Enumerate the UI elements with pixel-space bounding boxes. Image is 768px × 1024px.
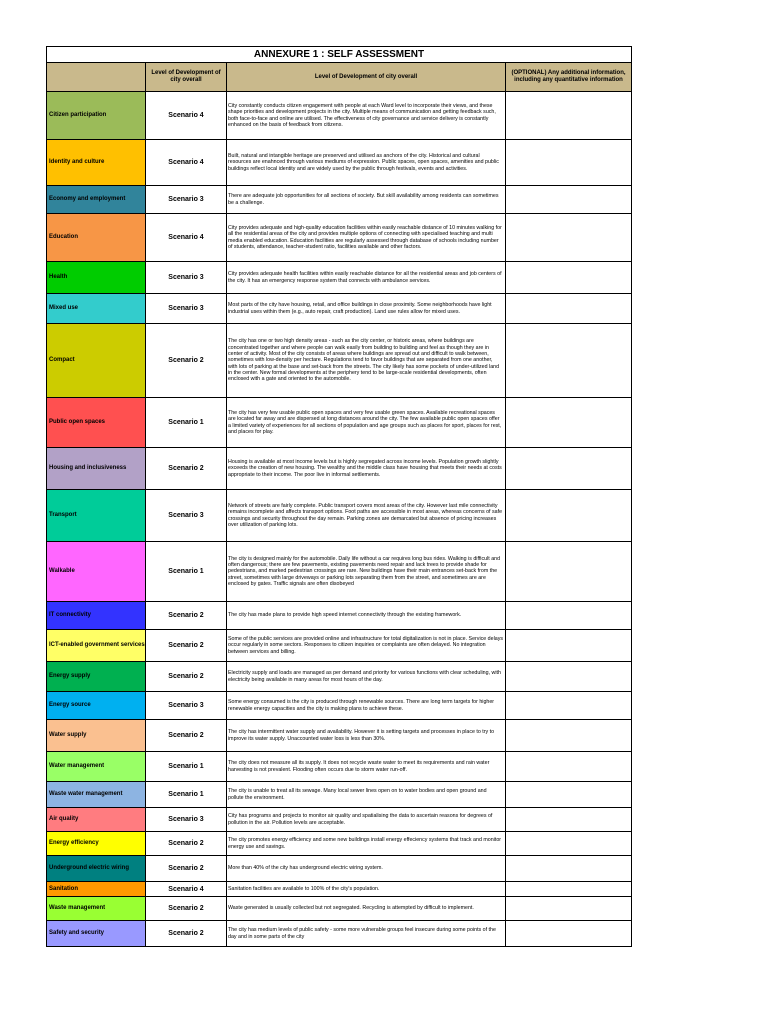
row-scenario-level: Scenario 2 (146, 832, 227, 856)
row-scenario-level: Scenario 3 (146, 294, 227, 324)
table-row (47, 262, 632, 294)
row-optional-info[interactable] (506, 140, 632, 186)
row-description: The city has one or two high density areas - such as the city center, or historic areas, where buildings are concentrated together and where people can walk easily from building to building and feel as though they are in center of activity. Most of the city consists of areas where buildings are spread out and difficult to walk between, sometimes with low-density per hectare. Regulations tend to favor buildings that are separated from one another, with lots of parking at the base and set-back from the streets. The city likely has some pockets of under-utilized land in the center. New formal developments at the periphery tend to be large-scale residential developments, often enclosed with a gate and oriented to the automobile. (227, 324, 506, 398)
row-description: City provides adequate health facilities within easily reachable distance for all the residential areas and job centers of the city. It has an emergency response system that connects with ambulance services. (227, 262, 506, 294)
row-scenario-level: Scenario 3 (146, 490, 227, 542)
table-row (47, 490, 632, 542)
row-scenario-level: Scenario 4 (146, 882, 227, 897)
row-optional-info[interactable] (506, 448, 632, 490)
row-topic: Underground electric wiring (47, 856, 146, 882)
table-row (47, 662, 632, 692)
row-topic: Energy source (47, 692, 146, 720)
row-scenario-level: Scenario 2 (146, 897, 227, 921)
row-scenario-level: Scenario 1 (146, 752, 227, 782)
row-topic: ICT-enabled government services (47, 630, 146, 662)
row-topic: Walkable (47, 542, 146, 602)
row-optional-info[interactable] (506, 262, 632, 294)
row-topic: Sanitation (47, 882, 146, 897)
row-optional-info[interactable] (506, 490, 632, 542)
table-row (47, 692, 632, 720)
row-optional-info[interactable] (506, 92, 632, 140)
row-description: The city has made plans to provide high speed internet connectivity through the existing framework. (227, 602, 506, 630)
row-scenario-level: Scenario 3 (146, 186, 227, 214)
row-scenario-level: Scenario 2 (146, 662, 227, 692)
row-optional-info[interactable] (506, 602, 632, 630)
row-optional-info[interactable] (506, 808, 632, 832)
row-scenario-level: Scenario 4 (146, 140, 227, 186)
row-description: There are adequate job opportunities for all sections of society. But skill availability among residents can sometimes be a challenge. (227, 186, 506, 214)
row-topic: Health (47, 262, 146, 294)
row-topic: Education (47, 214, 146, 262)
table-row (47, 720, 632, 752)
row-description: City has programs and projects to monitor air quality and spatialising the data to ascertain reasons for degrees of pollution in the air. Pollution levels are acceptable. (227, 808, 506, 832)
row-scenario-level: Scenario 1 (146, 398, 227, 448)
row-optional-info[interactable] (506, 186, 632, 214)
table-row (47, 186, 632, 214)
row-description: The city has medium levels of public safety - some more vulnerable groups feel insecure during some points of the day and in some parts of the city (227, 921, 506, 947)
header-level: Level of Development of city overall (146, 63, 227, 92)
row-scenario-level: Scenario 4 (146, 92, 227, 140)
table-row (47, 602, 632, 630)
table-row (47, 92, 632, 140)
header-description: Level of Development of city overall (227, 63, 506, 92)
row-optional-info[interactable] (506, 542, 632, 602)
table-row (47, 324, 632, 398)
header-optional-info: (OPTIONAL) Any additional information, including any quantitative information (506, 63, 632, 92)
table-row (47, 856, 632, 882)
header-topic (47, 63, 146, 92)
row-topic: Waste management (47, 897, 146, 921)
sheet-title: ANNEXURE 1 : SELF ASSESSMENT (47, 47, 632, 63)
row-optional-info[interactable] (506, 752, 632, 782)
row-scenario-level: Scenario 2 (146, 630, 227, 662)
table-row (47, 921, 632, 947)
row-topic: Mixed use (47, 294, 146, 324)
row-scenario-level: Scenario 3 (146, 808, 227, 832)
row-optional-info[interactable] (506, 720, 632, 752)
row-optional-info[interactable] (506, 324, 632, 398)
row-description: Most parts of the city have housing, retail, and office buildings in close proximity. Some neighborhoods have light industrial uses within them (e.g., auto repair, craft production). Land use rules allow for mixed uses. (227, 294, 506, 324)
row-topic: Housing and inclusiveness (47, 448, 146, 490)
row-scenario-level: Scenario 2 (146, 720, 227, 752)
table-row (47, 140, 632, 186)
row-topic: Public open spaces (47, 398, 146, 448)
row-optional-info[interactable] (506, 782, 632, 808)
row-description: The city has very few usable public open spaces and very few usable green spaces. Available recreational spaces are located far away and are dispersed at long distances around the city. The few available public open spaces offer a limited variety of experiences for all sections of population and age groups such as places for sport, places for rest, and places for play. (227, 398, 506, 448)
table-row (47, 294, 632, 324)
row-optional-info[interactable] (506, 630, 632, 662)
header-row (47, 63, 632, 92)
row-description: Built, natural and intangible heritage are preserved and utilised as anchors of the city. Historical and cultural resources are enahnced through various mediums of expression. Public spaces, open spaces, amenities and public buildings reflect local identity and are widely used by the public through festivals, events and activities. (227, 140, 506, 186)
row-description: Some energy consumed is the city is produced through renewable sources. There are long term targets for higher renewable energy capacities and the city is making plans to achieve these. (227, 692, 506, 720)
table-row (47, 897, 632, 921)
row-description: City provides adequate and high-quality education facilities within easily reachable distance of 10 minutes walking for all the residential areas of the city and provides multiple options of connecting with specialised teaching and multi media enabled education. Education facilities are regularly assessed through database of schools including number of students, attendance, teacher-student ratio, facilities available and other factors. (227, 214, 506, 262)
row-topic: IT connectivity (47, 602, 146, 630)
row-scenario-level: Scenario 2 (146, 856, 227, 882)
row-topic: Energy efficiency (47, 832, 146, 856)
row-topic: Citizen participation (47, 92, 146, 140)
row-topic: Waste water management (47, 782, 146, 808)
title-row (47, 47, 632, 63)
row-topic: Transport (47, 490, 146, 542)
row-optional-info[interactable] (506, 921, 632, 947)
row-optional-info[interactable] (506, 832, 632, 856)
row-description: The city is designed mainly for the automobile. Daily life without a car requires long bus rides. Walking is difficult and often dangerous; there are few pavements, existing pavements need repair and lack trees to provide shade for pedestrians, and marked pedestrian crossings are rare. New buildings have their main entrances set-back from the street, sometimes with large driveways or parking lots separating them from the street, and sometimes are are enclosed by gates. Traffic signals are often disobeyed (227, 542, 506, 602)
table-row (47, 882, 632, 897)
row-description: City constantly conducts citizen engagement with people at each Ward level to incorporate their views, and these shape priorities and development projects in the city. Multiple means of communication and getting feedback such, both face-to-face and online are utilised. The effectiveness of city governance and service delivery is constantly enhanced on the basis of feedback from citizens. (227, 92, 506, 140)
row-optional-info[interactable] (506, 214, 632, 262)
row-topic: Safety and security (47, 921, 146, 947)
row-optional-info[interactable] (506, 662, 632, 692)
row-scenario-level: Scenario 3 (146, 692, 227, 720)
row-description: Housing is available at most income levels but is highly segregated across income levels. Population growth slightly exceeds the creation of new housing. The wealthy and the middle class have housing that meets their needs at costs appropriate to their income. The poor live in informal settlements. (227, 448, 506, 490)
table-row (47, 398, 632, 448)
table-row (47, 782, 632, 808)
row-topic: Identity and culture (47, 140, 146, 186)
row-optional-info[interactable] (506, 398, 632, 448)
row-scenario-level: Scenario 2 (146, 324, 227, 398)
row-topic: Energy supply (47, 662, 146, 692)
table-row (47, 808, 632, 832)
row-description: The city has intermittent water supply and availability. However it is setting targets and processes in place to try to improve its water supply. Unaccounted water loss is less than 30%. (227, 720, 506, 752)
table-row (47, 752, 632, 782)
row-optional-info[interactable] (506, 294, 632, 324)
row-description: The city is unable to treat all its sewage. Many local sewer lines open on to water bodies and open ground and pollute the environment. (227, 782, 506, 808)
row-description: Some of the public services are provided online and infrastructure for total digitalization is not in place. Service delays occur regularly in some sectors. Responses to citizen inquiries or complaints are often delayed. No integration between services and billing. (227, 630, 506, 662)
table-row (47, 214, 632, 262)
row-topic: Economy and employment (47, 186, 146, 214)
row-scenario-level: Scenario 1 (146, 782, 227, 808)
row-description: Network of streets are fairly complete. Public transport covers most areas of the city. However last mile connectivity remains incomplete and affects transport options. Foot paths are accessible in most areas, whereas concerns of safe crossings and security throughout the day remain. Parking zones are demarcated but absence of pricing increases over utilization of parking lots. (227, 490, 506, 542)
table-row (47, 448, 632, 490)
row-optional-info[interactable] (506, 856, 632, 882)
row-description: The city does not measure all its supply. It does not recycle waste water to meet its requirements and rain water harvesting is not prevalent. Flooding often occurs due to storm water run-off. (227, 752, 506, 782)
self-assessment-table (46, 46, 632, 947)
row-topic: Water supply (47, 720, 146, 752)
table-row (47, 630, 632, 662)
row-scenario-level: Scenario 2 (146, 921, 227, 947)
row-optional-info[interactable] (506, 897, 632, 921)
row-topic: Compact (47, 324, 146, 398)
table-row (47, 542, 632, 602)
row-scenario-level: Scenario 2 (146, 448, 227, 490)
row-scenario-level: Scenario 2 (146, 602, 227, 630)
row-description: More than 40% of the city has underground electric wiring system. (227, 856, 506, 882)
row-description: The city promotes energy efficiency and some new buildings install energy effeciency systems that track and monitor energy use and savings. (227, 832, 506, 856)
row-description: Electricity supply and loads are managed as per demand and priority for various functions with clear scheduling, with electricity being available in many areas for most hours of the day. (227, 662, 506, 692)
row-description: Sanitation facilities are available to 100% of the city's population. (227, 882, 506, 897)
row-scenario-level: Scenario 1 (146, 542, 227, 602)
row-scenario-level: Scenario 4 (146, 214, 227, 262)
row-optional-info[interactable] (506, 692, 632, 720)
row-optional-info[interactable] (506, 882, 632, 897)
table-row (47, 832, 632, 856)
row-topic: Water management (47, 752, 146, 782)
row-topic: Air quality (47, 808, 146, 832)
row-description: Waste generated is usually collected but not segregated. Recycling is attempted by difficult to implement. (227, 897, 506, 921)
row-scenario-level: Scenario 3 (146, 262, 227, 294)
